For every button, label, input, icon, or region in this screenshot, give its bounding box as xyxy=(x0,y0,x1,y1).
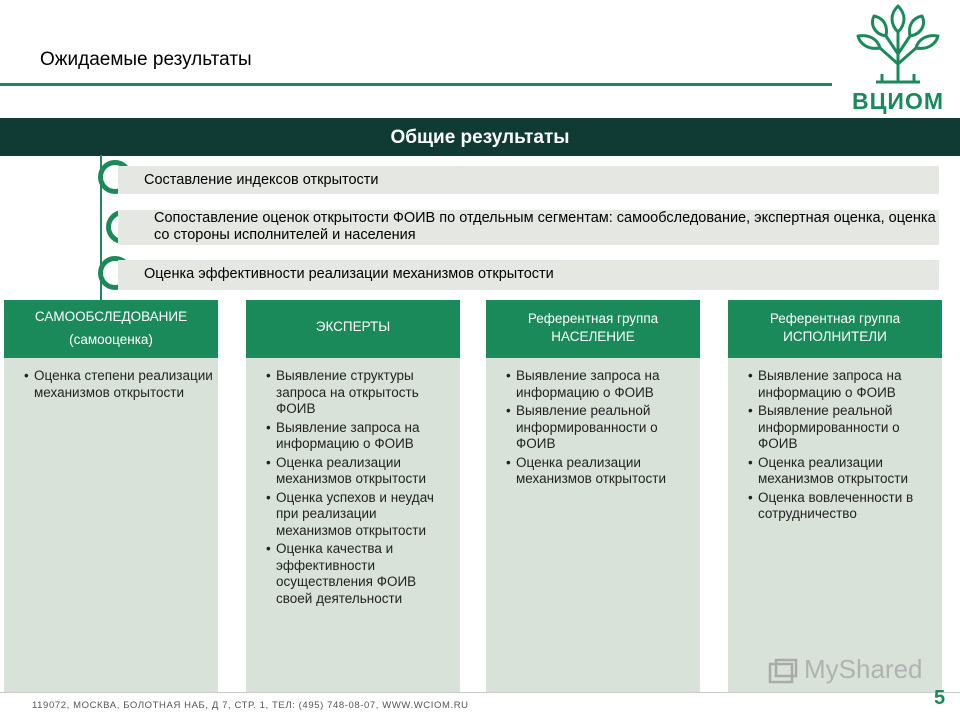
list-item: • Выявление структуры запроса на открытость ФОИВ xyxy=(262,368,456,418)
list-item: • Оценка успехов и неудач при реализации механизмов открытости xyxy=(262,490,456,540)
logo-text: ВЦИОМ xyxy=(852,88,944,114)
list-item: • Оценка степени реализации механизмов открытости xyxy=(20,368,214,401)
list-item: • Оценка вовлеченности в сотрудничество xyxy=(744,490,938,523)
result-item: Составление индексов открытости xyxy=(118,166,939,194)
column-header xyxy=(246,300,460,358)
list-item: • Выявление запроса на информацию о ФОИВ xyxy=(262,420,456,453)
watermark: MyShared xyxy=(804,654,923,684)
list-item: • Выявление реальной информированности о ФОИВ xyxy=(502,403,696,453)
list-item: • Оценка реализации механизмов открытости xyxy=(262,455,456,488)
column-header-line: НАСЕЛЕНИЕ xyxy=(551,329,635,344)
list-item: • Выявление запроса на информацию о ФОИВ xyxy=(744,368,938,401)
wciom-logo xyxy=(846,2,950,118)
column-list xyxy=(744,368,938,525)
column-header xyxy=(486,300,700,358)
footer-divider xyxy=(0,692,960,693)
tree-icon xyxy=(846,2,950,88)
column-header-line: Референтная группа xyxy=(769,311,901,326)
column-list xyxy=(502,368,696,490)
column-header-line: ЭКСПЕРТЫ xyxy=(315,319,391,334)
section-banner: Общие результаты xyxy=(0,118,960,156)
watermark-icon xyxy=(768,658,798,686)
column-panel xyxy=(4,355,218,692)
list-item: • Выявление запроса на информацию о ФОИВ xyxy=(502,368,696,401)
list-item: • Оценка реализации механизмов открытости xyxy=(744,455,938,488)
column-list xyxy=(20,368,214,403)
column-header-line: (самооценка) xyxy=(69,332,153,347)
column-header-line: САМООБСЛЕДОВАНИЕ xyxy=(34,309,188,324)
column-header xyxy=(728,300,942,358)
column-list xyxy=(262,368,456,609)
footer-address: 119072, МОСКВА, БОЛОТНАЯ НАБ, Д 7, СТР. 1, ТЕЛ: (495) 748-08-07, WWW.WCIOM.RU xyxy=(32,700,469,711)
list-item: • Оценка качества и эффективности осуществления ФОИВ своей деятельности xyxy=(262,541,456,607)
list-item: • Выявление реальной информированности о ФОИВ xyxy=(744,403,938,453)
list-item: • Оценка реализации механизмов открытости xyxy=(502,455,696,488)
page-number: 5 xyxy=(934,687,946,709)
page-title: Ожидаемые результаты xyxy=(40,49,252,70)
result-item: Сопоставление оценок открытости ФОИВ по отдельным сегментам: самообследование, экспертная оценка, оценка со стороны исполнителей и населения xyxy=(118,210,939,245)
result-item: Оценка эффективности реализации механизмов открытости xyxy=(118,260,939,290)
title-divider xyxy=(0,83,832,86)
column-header-line: Референтная группа xyxy=(527,311,659,326)
column-header xyxy=(4,300,218,358)
column-header-line: ИСПОЛНИТЕЛИ xyxy=(783,329,887,344)
